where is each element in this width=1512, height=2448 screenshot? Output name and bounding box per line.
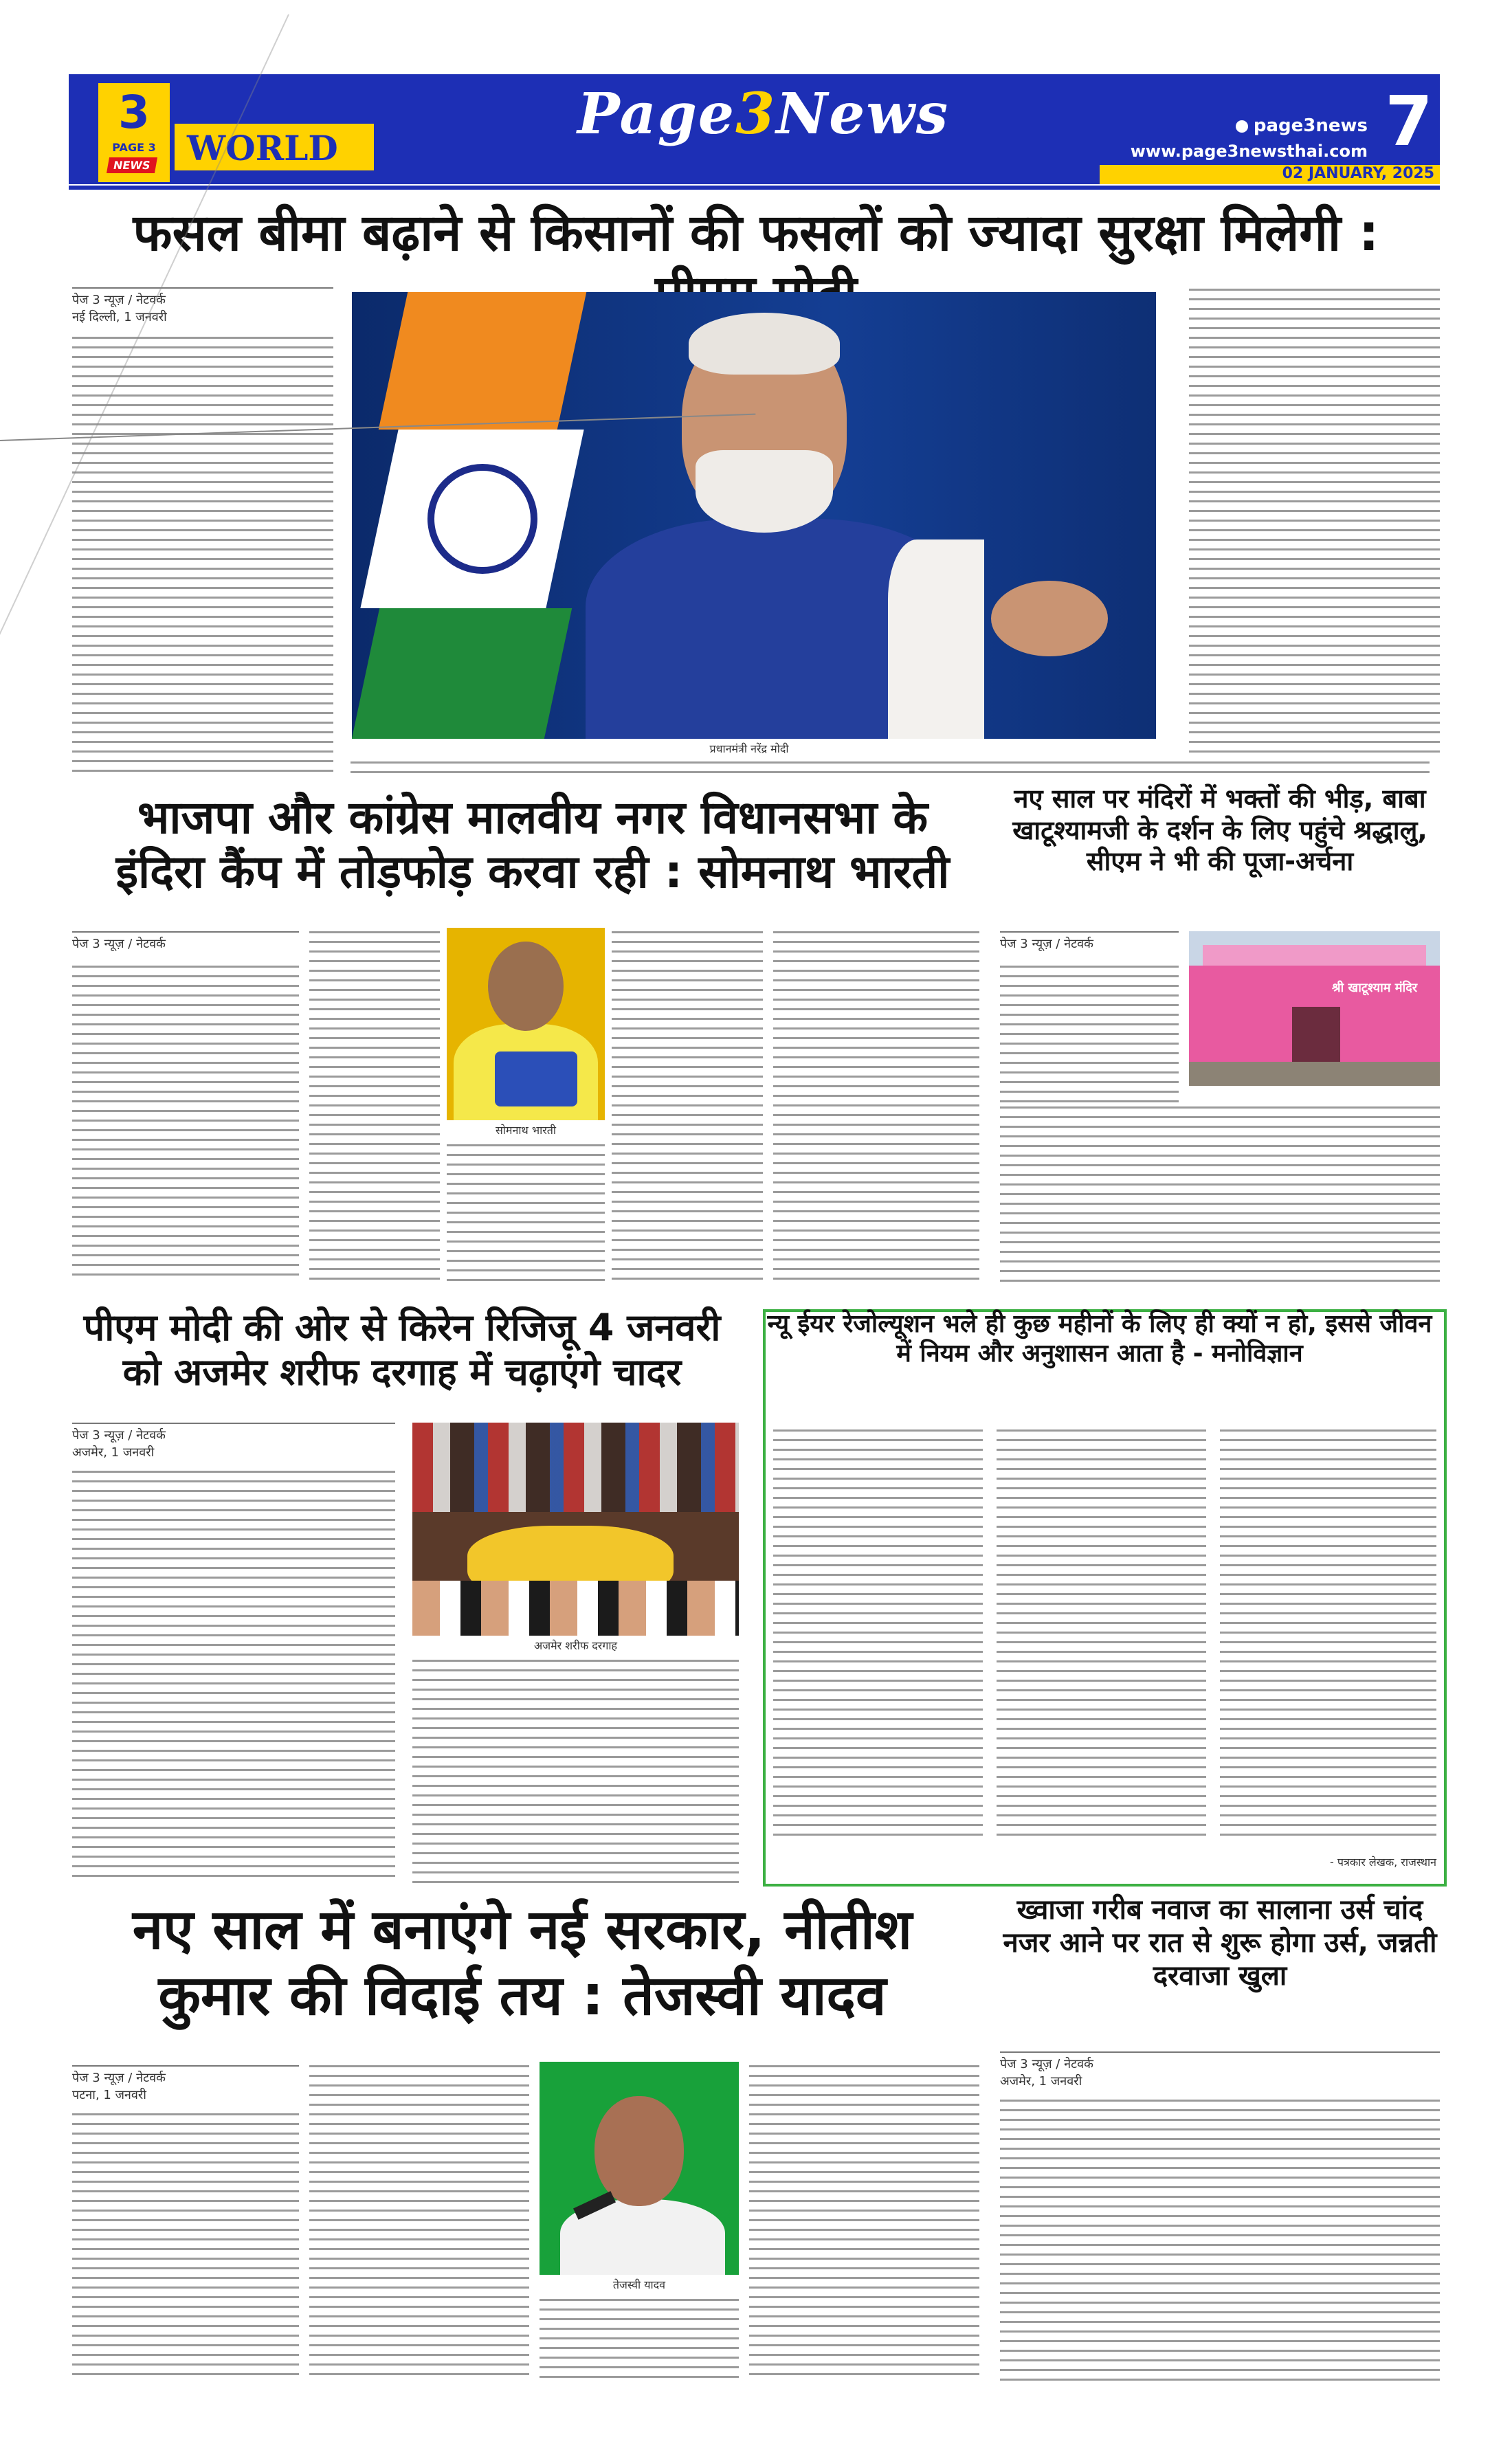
newyear-text-column-3: [1220, 1429, 1436, 1842]
sb-face: [488, 942, 564, 1031]
temple-door: [1292, 1007, 1340, 1062]
chadar-headline: पीएम मोदी की ओर से किरेन रिजिजू 4 जनवरी को अजमेर शरीफ दरगाह में चढ़ाएंगे चादर: [83, 1306, 721, 1394]
social-icon: [1236, 120, 1248, 133]
ajmer-crowd: [412, 1423, 739, 1512]
temple-headline: नए साल पर मंदिरों में भक्तों की भीड़, बाबा खाटूश्यामजी के दर्शन के लिए पहुंचे श्रद्धालु, सीएम ने भी की पूजा-अर्चना: [1012, 783, 1427, 877]
bjp-text-column-3: [447, 1144, 605, 1282]
temple-road: [1189, 1062, 1440, 1086]
pm-kurta: [888, 539, 984, 739]
flag-green: [352, 608, 572, 739]
tejashwi-text-column-4: [749, 2065, 979, 2381]
issue-date: 02 JANUARY, 2025: [1282, 165, 1434, 182]
main-text-column-right: [1189, 289, 1440, 756]
khwaja-byline-text: पेज 3 न्यूज़ / नेटवर्क: [1000, 2057, 1093, 2071]
newyear-headline: न्यू ईयर रेजोल्यूशन भले ही कुछ महीनों के लिए ही क्यों न हो, इससे जीवन में नियम और अनुशासन आता है - मनोविज्ञान: [767, 1310, 1432, 1368]
bjp-byline: पेज 3 न्यूज़ / नेटवर्क: [72, 931, 299, 959]
page3-logo: [96, 81, 172, 184]
brand-left: Page: [577, 81, 736, 147]
flag-saffron: [379, 292, 587, 430]
temple-text-block: [1000, 1106, 1440, 1282]
khwaja-text-block: [1000, 2100, 1440, 2381]
newyear-text-column-2: [997, 1429, 1206, 1842]
chadar-text-column-1: [72, 1471, 395, 1883]
tj-face: [594, 2096, 684, 2206]
aap-badge: [495, 1051, 577, 1106]
khwaja-headline: ख्वाजा गरीब नवाज का सालाना उर्स चांद नजर आने पर रात से शुरू होगा उर्स, जन्नती दरवाजा खुला: [1003, 1894, 1437, 1992]
bjp-text-column-2: [309, 931, 440, 1282]
newyear-signoff: - पत्रकार लेखक, राजस्थान: [1330, 1856, 1436, 1869]
ajmer-dargah-photo: [412, 1423, 739, 1636]
ashoka-chakra-icon: [427, 464, 537, 574]
newyear-text-column-1: [773, 1429, 983, 1842]
temple-photo: [1189, 931, 1440, 1086]
bjp-headline: भाजपा और कांग्रेस मालवीय नगर विधानसभा के इंदिरा कैंप में तोड़फोड़ करवा रही : सोमनाथ भारती: [115, 791, 950, 899]
main-dateline: नई दिल्ली, 1 जनवरी: [72, 310, 167, 325]
date-strip: [1100, 165, 1440, 184]
pm-hand: [991, 581, 1108, 656]
chadar-text-column-2: [412, 1660, 739, 1883]
header-divider: [69, 186, 1440, 190]
ajmer-caption: अजमेर शरीफ दरगाह: [534, 1639, 617, 1652]
logo-tag: NEWS: [107, 157, 157, 173]
main-byline-text: पेज 3 न्यूज़ / नेटवर्क: [72, 293, 166, 307]
main-text-footer-line: [351, 761, 1430, 781]
tejashwi-text-column-1: [72, 2113, 299, 2381]
tejashwi-text-column-3: [540, 2299, 739, 2381]
pm-modi-photo: [352, 292, 1156, 739]
somnath-caption: सोमनाथ भारती: [495, 1124, 557, 1137]
temple-text-column-1: [1000, 966, 1179, 1103]
section-label: WORLD: [187, 128, 338, 168]
main-headline: फसल बीमा बढ़ाने से किसानों की फसलों को ज्यादा सुरक्षा मिलेगी :: [133, 203, 1379, 263]
tejashwi-headline: नए साल में बनाएंगे नई सरकार, नीतीश कुमार की विदाई तय : तेजस्वी यादव: [132, 1898, 913, 2027]
brand-mid: 3: [735, 81, 777, 147]
chadar-dateline: अजमेर, 1 जनवरी: [72, 1445, 155, 1460]
tejashwi-byline-text: पेज 3 न्यूज़ / नेटवर्क: [72, 2071, 166, 2085]
tejashwi-photo: [540, 2062, 739, 2275]
somnath-bharti-photo: [447, 928, 605, 1120]
khwaja-dateline: अजमेर, 1 जनवरी: [1000, 2074, 1082, 2089]
social-handle[interactable]: [1196, 115, 1368, 139]
temple-sign: श्री खाटूश्याम मंदिर: [1331, 981, 1418, 995]
tejashwi-text-column-2: [309, 2065, 529, 2381]
bjp-text-column-4: [612, 931, 763, 1282]
tejashwi-byline: [72, 2065, 299, 2104]
pm-hair: [689, 313, 840, 375]
main-byline: [72, 287, 333, 326]
pm-photo-caption: प्रधानमंत्री नरेंद्र मोदी: [709, 742, 789, 755]
website-link[interactable]: www.page3newsthai.com: [1130, 142, 1368, 161]
handle-text: page3news: [1253, 115, 1368, 136]
tejashwi-dateline: पटना, 1 जनवरी: [72, 2088, 146, 2103]
temple-byline: पेज 3 न्यूज़ / नेटवर्क: [1000, 931, 1179, 959]
logo-number: 3: [118, 86, 150, 139]
bjp-text-column-5: [773, 931, 979, 1282]
brand-title: [577, 81, 950, 164]
khwaja-byline: [1000, 2051, 1440, 2090]
ajmer-heads: [412, 1581, 739, 1636]
page-number: 7: [1385, 81, 1433, 162]
section-tab: [175, 124, 374, 170]
main-text-column-1: [72, 337, 333, 777]
chadar-byline: [72, 1423, 395, 1461]
pm-beard: [696, 450, 833, 533]
chadar-byline-text: पेज 3 न्यूज़ / नेटवर्क: [72, 1428, 166, 1443]
bjp-text-column-1: [72, 966, 299, 1282]
logo-sub: PAGE 3: [112, 141, 156, 154]
tejashwi-caption: तेजस्वी यादव: [612, 2278, 666, 2291]
brand-right: News: [776, 81, 950, 147]
